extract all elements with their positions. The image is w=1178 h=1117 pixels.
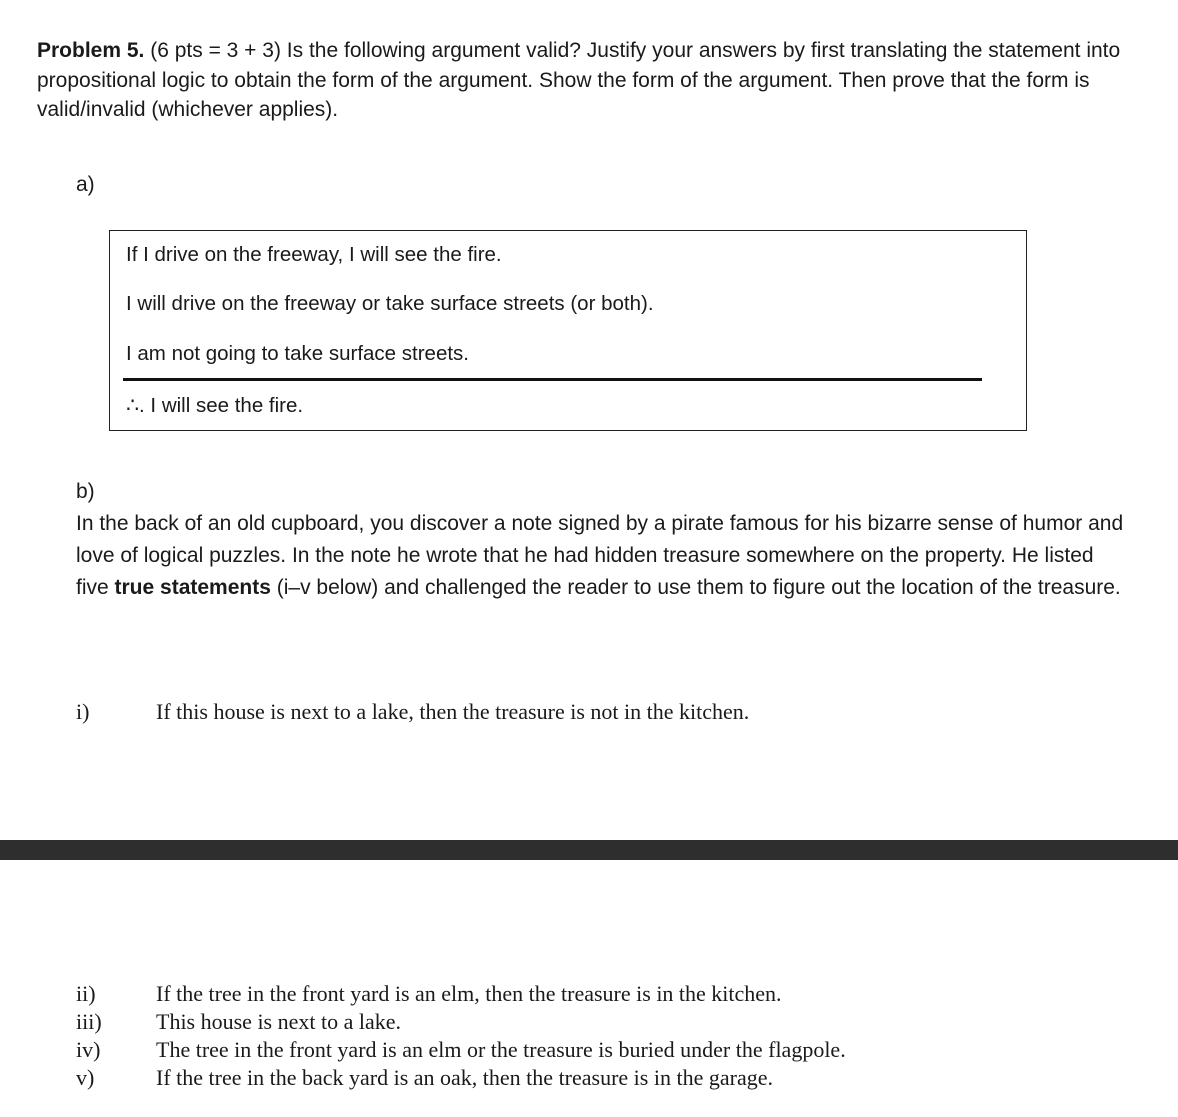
statement-text: If the tree in the front yard is an elm, then the treasure is in the kitchen. xyxy=(156,981,782,1006)
page-break-bar xyxy=(0,840,1178,860)
part-b-intro-bold: true statements xyxy=(114,576,271,599)
statement-row xyxy=(0,1037,1178,1065)
statement-text: If the tree in the back yard is an oak, then the treasure is in the garage. xyxy=(156,1065,773,1090)
statement-row xyxy=(0,1065,1178,1093)
statement-number: i) xyxy=(76,699,90,724)
argument-conclusion: ∴. I will see the fire. xyxy=(126,394,304,417)
premise-2: I will drive on the freeway or take surface streets (or both). xyxy=(126,292,654,315)
problem-label: Problem 5. xyxy=(37,39,145,62)
argument-divider-rule xyxy=(123,378,982,381)
argument-box xyxy=(109,230,1027,431)
statement-row xyxy=(0,699,1178,727)
part-b-intro-after: (i–v below) and challenged the reader to use them to figure out the location of the treasure. xyxy=(270,576,1121,599)
statement-number: iii) xyxy=(76,1009,102,1034)
problem-heading xyxy=(37,36,1147,125)
statement-number: ii) xyxy=(76,981,96,1006)
statement-text: The tree in the front yard is an elm or the treasure is buried under the flagpole. xyxy=(156,1037,846,1062)
part-a-label: a) xyxy=(76,173,95,196)
premise-1: If I drive on the freeway, I will see the fire. xyxy=(126,243,502,266)
statement-number: v) xyxy=(76,1065,95,1090)
part-b-intro xyxy=(76,508,1126,604)
statement-text: If this house is next to a lake, then the treasure is not in the kitchen. xyxy=(156,699,750,724)
part-b-label: b) xyxy=(76,480,95,503)
statement-text: This house is next to a lake. xyxy=(156,1009,402,1034)
part-b-intro-before: In the back of an old cupboard, you discover a note signed by a pirate famous for his bizarre sense of humor and love of logical puzzles. In the note he wrote that he had hidden treasure somewhere on the property. He listed five xyxy=(76,512,1124,599)
statement-row xyxy=(0,1009,1178,1037)
problem-prompt: (6 pts = 3 + 3) Is the following argument valid? Justify your answers by first translating the statement into propositional logic to obtain the form of the argument. Show the form of the argument. Then prove that the form is valid/invalid (whichever applies). xyxy=(37,39,1121,121)
statement-number: iv) xyxy=(76,1037,101,1062)
premise-3: I am not going to take surface streets. xyxy=(126,342,469,365)
statement-row xyxy=(0,981,1178,1009)
part-b-section xyxy=(76,476,1126,604)
